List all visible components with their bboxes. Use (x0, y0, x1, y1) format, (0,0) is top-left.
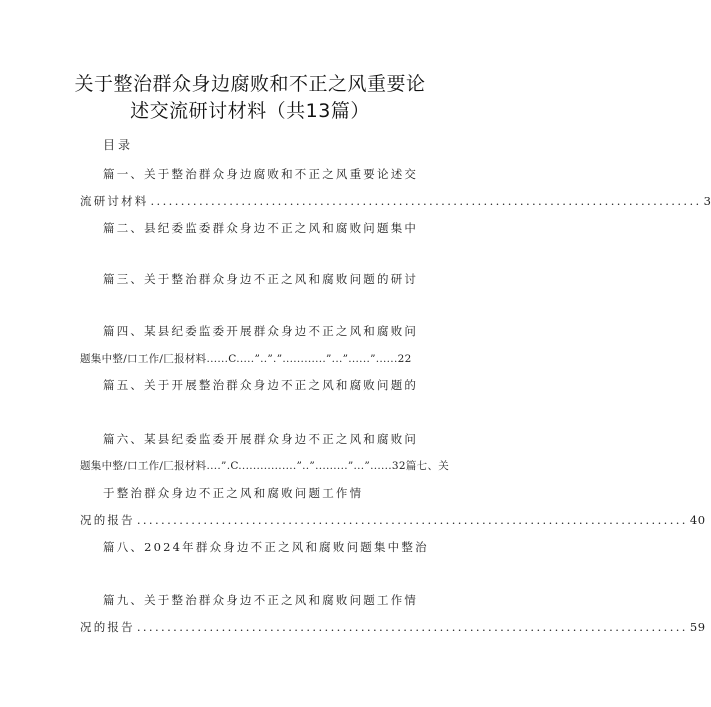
toc-entry-7-page: 40 (689, 513, 706, 527)
leader-dots: ........................................................................................... (136, 513, 688, 527)
toc-entry-6-line2[interactable] (80, 458, 449, 473)
leader-dots: ........................................................................................... (136, 620, 688, 634)
document-title-line1: 关于整治群众身边腐败和不正之风重要论 (74, 73, 426, 95)
toc-entry-9-line1[interactable]: 篇九、关于整治群众身边不正之风和腐败问题工作情 (103, 593, 419, 607)
toc-entry-9-page: 59 (689, 620, 706, 634)
toc-entry-7-line2[interactable] (80, 512, 706, 528)
toc-entry-7-line1[interactable]: 于整治群众身边不正之风和腐败问题工作情 (103, 486, 364, 500)
toc-entry-1-title-cont: 流研讨材料 (80, 194, 149, 208)
toc-entry-9-line2[interactable] (80, 619, 706, 635)
toc-entry-8[interactable]: 篇八、2024年群众身边不正之风和腐败问题集中整治 (103, 540, 429, 554)
toc-heading: 目录 (103, 138, 134, 152)
toc-entry-4-line2[interactable] (80, 351, 412, 366)
toc-entry-1-line1[interactable]: 篇一、关于整治群众身边腐败和不正之风重要论述交 (103, 167, 419, 181)
toc-entry-6-text: 题集中整/口工作/匚报材料....”.C................”..”.........”...”......32篇七、关 (80, 460, 450, 472)
toc-entry-3[interactable]: 篇三、关于整治群众身边不正之风和腐败问题的研讨 (103, 272, 419, 286)
leader-dots: ........................................................................................... (150, 194, 702, 208)
toc-entry-4-line1[interactable]: 篇四、某县纪委监委开展群众身边不正之风和腐败问 (103, 324, 419, 338)
toc-entry-2[interactable]: 篇二、县纪委监委群众身边不正之风和腐败问题集中 (103, 221, 419, 235)
toc-entry-7-title-cont: 况的报告 (80, 513, 135, 527)
toc-entry-4-text: 题集中整/口工作/匚报材料......C.....”..”.”............”...”......”......22 (80, 353, 412, 365)
toc-entry-9-title-cont: 况的报告 (80, 620, 135, 634)
toc-entry-1-line2[interactable] (80, 193, 711, 209)
document-title-line2: 述交流研讨材料（共13篇） (130, 100, 370, 122)
toc-entry-6-line1[interactable]: 篇六、某县纪委监委开展群众身边不正之风和腐败问 (103, 432, 419, 446)
toc-entry-1-page: 3 (703, 194, 711, 208)
toc-entry-5[interactable]: 篇五、关于开展整治群众身边不正之风和腐败问题的 (103, 378, 419, 392)
